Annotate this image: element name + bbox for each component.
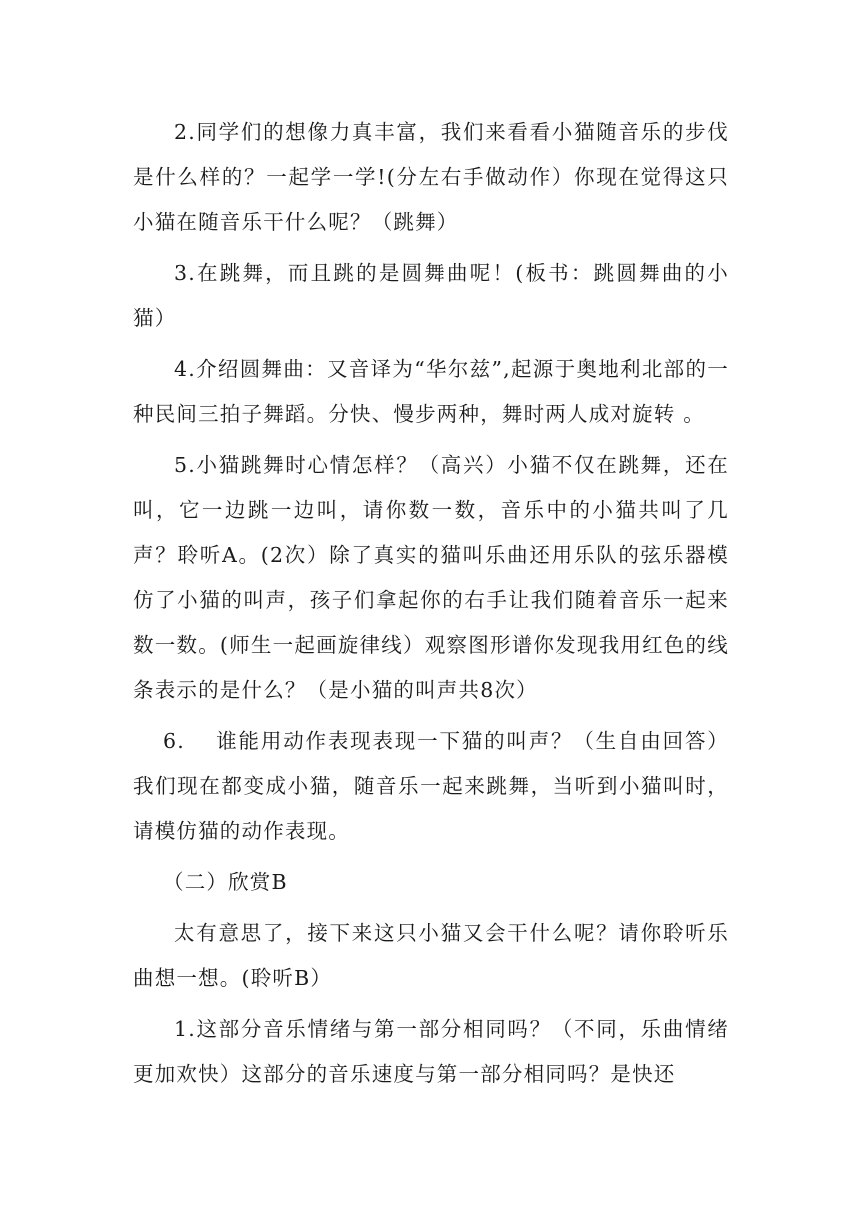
paragraph-step-6: 6. 谁能用动作表现表现一下猫的叫声？（生自由回答）我们现在都变成小猫，随音乐一起来跳舞，当听到小猫叫时，请模仿猫的动作表现。 <box>133 729 729 843</box>
paragraph-b-step-1: 1.这部分音乐情绪与第一部分相同吗？（不同，乐曲情绪更加欢快）这部分的音乐速度与第一部分相同吗？是快还 <box>133 1017 729 1086</box>
paragraph-step-3: 3.在跳舞，而且跳的是圆舞曲呢！(板书：跳圆舞曲的小猫） <box>133 261 729 330</box>
section-heading-appreciate-b: （二）欣赏B <box>163 870 288 894</box>
paragraph-step-2: 2.同学们的想像力真丰富，我们来看看小猫随音乐的步伐是什么样的？一起学一学!(分左右手做动作）你现在觉得这只小猫在随音乐干什么呢？（跳舞） <box>133 120 729 234</box>
paragraph-step-4: 4.介绍圆舞曲：又音译为“华尔兹”,起源于奥地利北部的一种民间三拍子舞蹈。分快、慢步两种，舞时两人成对旋转 。 <box>133 357 729 426</box>
paragraph-intro-b: 太有意思了，接下来这只小猫又会干什么呢？请你聆听乐曲想一想。(聆听B） <box>133 921 729 990</box>
document-body <box>133 110 729 1103</box>
paragraph-step-5: 5.小猫跳舞时心情怎样？（高兴）小猫不仅在跳舞，还在叫，它一边跳一边叫，请你数一数，音乐中的小猫共叫了几声？聆听A。(2次）除了真实的猫叫乐曲还用乐队的弦乐器模仿了小猫的叫声，孩子们拿起你的右手让我们随着音乐一起来数一数。(师生一起画旋律线）观察图形谱你发现我用红色的线条表示的是什么？（是小猫的叫声共8次） <box>133 453 729 702</box>
